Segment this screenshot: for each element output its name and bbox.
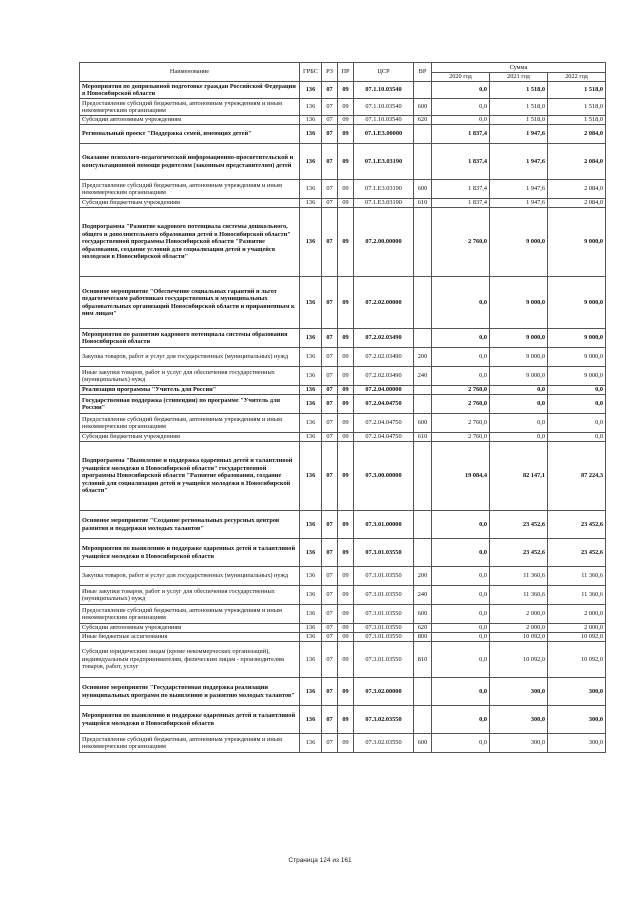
table-row — [80, 125, 606, 144]
row-name: Закупка товаров, работ и услуг для государственных (муниципальных) нужд — [80, 348, 300, 367]
row-pr: 09 — [338, 642, 354, 678]
row-rz: 07 — [322, 348, 338, 367]
row-pr: 09 — [338, 433, 354, 442]
table-row — [80, 567, 606, 586]
row-value-2021: 0,0 — [490, 386, 548, 395]
row-pr: 09 — [338, 734, 354, 753]
budget-page — [79, 62, 605, 753]
row-grbs: 136 — [300, 586, 322, 605]
row-grbs: 136 — [300, 329, 322, 348]
row-value-2022: 2 000,0 — [548, 605, 606, 624]
row-rz: 07 — [322, 414, 338, 433]
row-vr: 610 — [414, 433, 432, 442]
row-value-2021: 9 000,0 — [490, 208, 548, 277]
header-year-2021: 2021 год — [490, 73, 548, 82]
row-value-2020: 0,0 — [432, 511, 490, 539]
row-value-2020: 2 760,0 — [432, 395, 490, 414]
row-vr: 620 — [414, 624, 432, 633]
row-pr: 09 — [338, 586, 354, 605]
row-value-2022: 0,0 — [548, 386, 606, 395]
row-grbs: 136 — [300, 348, 322, 367]
row-value-2021: 11 360,6 — [490, 586, 548, 605]
row-value-2021: 10 092,0 — [490, 642, 548, 678]
row-value-2021: 9 000,0 — [490, 348, 548, 367]
header-grbs: ГРБС — [300, 63, 322, 82]
row-vr — [414, 386, 432, 395]
row-vr — [414, 208, 432, 277]
row-name: Иные закупки товаров, работ и услуг для обеспечения государственных (муниципальных) нужд — [80, 586, 300, 605]
table-row — [80, 277, 606, 329]
row-rz: 07 — [322, 567, 338, 586]
table-row — [80, 199, 606, 208]
row-vr: 200 — [414, 567, 432, 586]
table-row — [80, 99, 606, 116]
row-value-2022: 300,0 — [548, 678, 606, 706]
row-grbs: 136 — [300, 511, 322, 539]
row-pr: 09 — [338, 633, 354, 642]
row-value-2022: 9 000,0 — [548, 277, 606, 329]
row-rz: 07 — [322, 125, 338, 144]
row-name: Предоставление субсидий бюджетным, автономным учреждениям и иным некоммерческим организациям — [80, 734, 300, 753]
row-csr: 07.3.02.03550 — [354, 734, 414, 753]
row-csr: 07.2.04.04750 — [354, 414, 414, 433]
header-sum: Сумма — [432, 63, 606, 73]
header-year-2020: 2020 год — [432, 73, 490, 82]
row-value-2020: 1 837,4 — [432, 125, 490, 144]
row-value-2020: 0,0 — [432, 586, 490, 605]
row-rz: 07 — [322, 706, 338, 734]
row-grbs: 136 — [300, 539, 322, 567]
row-csr: 07.2.02.03490 — [354, 348, 414, 367]
row-vr: 600 — [414, 414, 432, 433]
row-name: Мероприятия по допризывной подготовке граждан Российской Федерации в Новосибирской области — [80, 82, 300, 99]
row-rz: 07 — [322, 82, 338, 99]
row-pr: 09 — [338, 82, 354, 99]
row-vr — [414, 442, 432, 511]
row-value-2022: 2 084,0 — [548, 144, 606, 180]
row-grbs: 136 — [300, 706, 322, 734]
row-grbs: 136 — [300, 678, 322, 706]
row-value-2020: 0,0 — [432, 567, 490, 586]
header-csr: ЦСР — [354, 63, 414, 82]
row-value-2022: 1 518,0 — [548, 82, 606, 99]
row-value-2021: 0,0 — [490, 395, 548, 414]
row-csr: 07.2.04.04750 — [354, 395, 414, 414]
row-csr: 07.3.02.03550 — [354, 706, 414, 734]
row-value-2022: 23 452,6 — [548, 539, 606, 567]
row-value-2022: 9 000,0 — [548, 348, 606, 367]
row-csr: 07.2.02.03490 — [354, 367, 414, 386]
row-vr — [414, 678, 432, 706]
header-name: Наименование — [80, 63, 300, 82]
row-csr: 07.2.04.04750 — [354, 433, 414, 442]
row-pr: 09 — [338, 125, 354, 144]
row-value-2020: 1 837,4 — [432, 144, 490, 180]
row-value-2021: 1 518,0 — [490, 82, 548, 99]
budget-table — [79, 62, 606, 753]
row-grbs: 136 — [300, 414, 322, 433]
row-vr — [414, 395, 432, 414]
row-value-2020: 0,0 — [432, 329, 490, 348]
row-vr: 600 — [414, 180, 432, 199]
row-name: Предоставление субсидий бюджетным, автономным учреждениям и иным некоммерческим организациям — [80, 180, 300, 199]
row-name: Субсидии бюджетным учреждениям — [80, 199, 300, 208]
row-vr — [414, 277, 432, 329]
row-pr: 09 — [338, 144, 354, 180]
row-csr: 07.1.10.03540 — [354, 82, 414, 99]
table-row — [80, 348, 606, 367]
row-csr: 07.2.00.00000 — [354, 208, 414, 277]
row-csr: 07.1.Е3.03190 — [354, 144, 414, 180]
row-vr — [414, 329, 432, 348]
row-rz: 07 — [322, 586, 338, 605]
row-rz: 07 — [322, 116, 338, 125]
row-rz: 07 — [322, 433, 338, 442]
row-vr: 200 — [414, 348, 432, 367]
row-value-2021: 1 947,6 — [490, 199, 548, 208]
row-csr: 07.3.02.00000 — [354, 678, 414, 706]
row-csr: 07.1.Е3.03190 — [354, 180, 414, 199]
row-value-2020: 0,0 — [432, 367, 490, 386]
table-row — [80, 395, 606, 414]
row-name: Мероприятия по выявлению и поддержке одаренных детей и талантливой учащейся молодежи в Новосибирской области — [80, 539, 300, 567]
row-value-2022: 23 452,6 — [548, 511, 606, 539]
row-value-2022: 9 000,0 — [548, 208, 606, 277]
row-pr: 09 — [338, 99, 354, 116]
row-name: Закупка товаров, работ и услуг для государственных (муниципальных) нужд — [80, 567, 300, 586]
row-vr: 610 — [414, 199, 432, 208]
table-row — [80, 329, 606, 348]
row-value-2022: 11 360,6 — [548, 567, 606, 586]
row-vr: 620 — [414, 116, 432, 125]
row-value-2021: 300,0 — [490, 678, 548, 706]
row-vr — [414, 706, 432, 734]
row-rz: 07 — [322, 642, 338, 678]
table-row — [80, 586, 606, 605]
row-grbs: 136 — [300, 144, 322, 180]
row-value-2021: 23 452,6 — [490, 539, 548, 567]
row-value-2022: 1 518,0 — [548, 116, 606, 125]
row-grbs: 136 — [300, 277, 322, 329]
row-pr: 09 — [338, 706, 354, 734]
row-value-2020: 0,0 — [432, 734, 490, 753]
row-vr — [414, 539, 432, 567]
table-row — [80, 367, 606, 386]
row-value-2020: 0,0 — [432, 642, 490, 678]
row-value-2020: 0,0 — [432, 99, 490, 116]
row-value-2021: 2 000,0 — [490, 605, 548, 624]
row-value-2021: 1 518,0 — [490, 116, 548, 125]
row-rz: 07 — [322, 395, 338, 414]
row-csr: 07.2.04.00000 — [354, 386, 414, 395]
row-name: Субсидии бюджетным учреждениям — [80, 433, 300, 442]
row-pr: 09 — [338, 208, 354, 277]
row-vr: 800 — [414, 633, 432, 642]
row-name: Региональный проект "Поддержка семей, имеющих детей" — [80, 125, 300, 144]
row-value-2021: 11 360,6 — [490, 567, 548, 586]
row-rz: 07 — [322, 99, 338, 116]
row-value-2021: 9 000,0 — [490, 277, 548, 329]
row-rz: 07 — [322, 329, 338, 348]
row-grbs: 136 — [300, 624, 322, 633]
row-rz: 07 — [322, 624, 338, 633]
table-row — [80, 82, 606, 99]
row-name: Оказание психолого-педагогической информационно-просветительской и консультационной помощи родителям (законным представителям) детей — [80, 144, 300, 180]
row-vr — [414, 82, 432, 99]
row-name: Иные закупки товаров, работ и услуг для обеспечения государственных (муниципальных) нужд — [80, 367, 300, 386]
row-vr: 810 — [414, 642, 432, 678]
row-pr: 09 — [338, 116, 354, 125]
row-pr: 09 — [338, 511, 354, 539]
row-name: Подпрограмма "Развитие кадрового потенциала системы дошкольного, общего и дополнительного образования детей в Новосибирской области" государственной программы Новосибирской области "Развитие образования, создание условий для социализации детей и учащейся молодежи в Новосибирской области" — [80, 208, 300, 277]
row-value-2021: 9 000,0 — [490, 367, 548, 386]
table-row — [80, 208, 606, 277]
row-rz: 07 — [322, 199, 338, 208]
row-csr: 07.1.10.03540 — [354, 116, 414, 125]
table-row — [80, 180, 606, 199]
row-grbs: 136 — [300, 386, 322, 395]
row-name: Мероприятия по развитию кадрового потенциала системы образования Новосибирской области — [80, 329, 300, 348]
row-vr: 600 — [414, 734, 432, 753]
table-row — [80, 734, 606, 753]
row-grbs: 136 — [300, 633, 322, 642]
row-value-2021: 1 947,6 — [490, 144, 548, 180]
row-pr: 09 — [338, 277, 354, 329]
row-vr: 600 — [414, 605, 432, 624]
row-grbs: 136 — [300, 208, 322, 277]
row-value-2022: 10 092,0 — [548, 642, 606, 678]
row-pr: 09 — [338, 539, 354, 567]
table-body — [80, 82, 606, 753]
row-rz: 07 — [322, 605, 338, 624]
row-value-2020: 2 760,0 — [432, 433, 490, 442]
row-name: Подпрограмма "Выявление и поддержка одаренных детей и талантливой учащейся молодежи в Новосибирской области" государственной программы Новосибирской области "Развитие образования, создание условий для социализации детей и учащейся молодежи в Новосибирской области" — [80, 442, 300, 511]
row-value-2020: 0,0 — [432, 706, 490, 734]
row-value-2020: 0,0 — [432, 348, 490, 367]
header-vr: ВР — [414, 63, 432, 82]
row-name: Субсидии автономным учреждениям — [80, 624, 300, 633]
row-vr: 240 — [414, 367, 432, 386]
table-row — [80, 442, 606, 511]
row-value-2020: 0,0 — [432, 678, 490, 706]
row-rz: 07 — [322, 442, 338, 511]
row-grbs: 136 — [300, 116, 322, 125]
row-grbs: 136 — [300, 199, 322, 208]
table-row — [80, 116, 606, 125]
row-value-2020: 0,0 — [432, 277, 490, 329]
row-value-2021: 300,0 — [490, 706, 548, 734]
row-rz: 07 — [322, 367, 338, 386]
table-row — [80, 624, 606, 633]
row-rz: 07 — [322, 180, 338, 199]
row-value-2022: 9 000,0 — [548, 367, 606, 386]
row-value-2020: 0,0 — [432, 116, 490, 125]
row-value-2020: 2 760,0 — [432, 208, 490, 277]
row-pr: 09 — [338, 414, 354, 433]
row-value-2020: 0,0 — [432, 539, 490, 567]
row-name: Основное мероприятие "Государственная поддержка реализации муниципальных программ по выявлению и развитию молодых талантов" — [80, 678, 300, 706]
table-row — [80, 433, 606, 442]
row-pr: 09 — [338, 367, 354, 386]
row-csr: 07.3.01.03550 — [354, 567, 414, 586]
row-rz: 07 — [322, 734, 338, 753]
row-name: Основное мероприятие "Обеспечение социальных гарантий и льгот педагогическим работникам государственных и муниципальных образовательных организаций Новосибирской области и приравненным к ним лицам" — [80, 277, 300, 329]
row-value-2022: 11 360,6 — [548, 586, 606, 605]
table-row — [80, 678, 606, 706]
row-rz: 07 — [322, 144, 338, 180]
row-value-2022: 87 224,3 — [548, 442, 606, 511]
row-name: Субсидии юридическим лицам (кроме некоммерческих организаций), индивидуальным предпринимателям, физическим лицам - производителям товаров, работ, услуг — [80, 642, 300, 678]
row-pr: 09 — [338, 180, 354, 199]
row-csr: 07.3.01.03550 — [354, 586, 414, 605]
row-name: Субсидии автономным учреждениям — [80, 116, 300, 125]
row-value-2021: 23 452,6 — [490, 511, 548, 539]
row-vr — [414, 511, 432, 539]
row-name: Иные бюджетные ассигнования — [80, 633, 300, 642]
row-value-2020: 2 760,0 — [432, 386, 490, 395]
row-rz: 07 — [322, 633, 338, 642]
header-year-2022: 2022 год — [548, 73, 606, 82]
row-value-2021: 1 518,0 — [490, 99, 548, 116]
row-csr: 07.3.01.03550 — [354, 539, 414, 567]
table-row — [80, 386, 606, 395]
row-value-2022: 0,0 — [548, 414, 606, 433]
row-vr: 600 — [414, 99, 432, 116]
header-rz: РЗ — [322, 63, 338, 82]
table-row — [80, 511, 606, 539]
row-value-2020: 1 837,4 — [432, 199, 490, 208]
row-rz: 07 — [322, 539, 338, 567]
row-value-2020: 0,0 — [432, 82, 490, 99]
row-grbs: 136 — [300, 442, 322, 511]
row-grbs: 136 — [300, 395, 322, 414]
row-rz: 07 — [322, 678, 338, 706]
row-value-2020: 0,0 — [432, 624, 490, 633]
row-vr — [414, 125, 432, 144]
row-value-2022: 300,0 — [548, 706, 606, 734]
table-row — [80, 706, 606, 734]
row-pr: 09 — [338, 567, 354, 586]
row-vr: 240 — [414, 586, 432, 605]
row-value-2022: 2 000,0 — [548, 624, 606, 633]
row-grbs: 136 — [300, 433, 322, 442]
table-row — [80, 539, 606, 567]
row-csr: 07.3.01.00000 — [354, 511, 414, 539]
row-value-2022: 300,0 — [548, 734, 606, 753]
row-value-2021: 0,0 — [490, 433, 548, 442]
row-vr — [414, 144, 432, 180]
row-value-2021: 82 147,1 — [490, 442, 548, 511]
row-grbs: 136 — [300, 125, 322, 144]
row-pr: 09 — [338, 605, 354, 624]
row-value-2020: 19 084,4 — [432, 442, 490, 511]
row-value-2022: 1 518,0 — [548, 99, 606, 116]
row-value-2021: 1 947,6 — [490, 125, 548, 144]
row-value-2020: 0,0 — [432, 605, 490, 624]
row-csr: 07.1.Е3.00000 — [354, 125, 414, 144]
table-row — [80, 144, 606, 180]
row-csr: 07.3.01.03550 — [354, 624, 414, 633]
row-value-2020: 0,0 — [432, 633, 490, 642]
row-name: Предоставление субсидий бюджетным, автономным учреждениям и иным некоммерческим организациям — [80, 99, 300, 116]
row-csr: 07.3.00.00000 — [354, 442, 414, 511]
row-value-2022: 2 084,0 — [548, 125, 606, 144]
row-rz: 07 — [322, 277, 338, 329]
row-value-2021: 10 092,0 — [490, 633, 548, 642]
row-csr: 07.1.10.03540 — [354, 99, 414, 116]
row-rz: 07 — [322, 386, 338, 395]
row-value-2021: 0,0 — [490, 414, 548, 433]
row-grbs: 136 — [300, 180, 322, 199]
row-name: Реализация программы "Учитель для России" — [80, 386, 300, 395]
row-value-2021: 9 000,0 — [490, 329, 548, 348]
row-value-2020: 2 760,0 — [432, 414, 490, 433]
row-pr: 09 — [338, 442, 354, 511]
row-csr: 07.2.02.03490 — [354, 329, 414, 348]
row-value-2022: 0,0 — [548, 433, 606, 442]
row-value-2022: 10 092,0 — [548, 633, 606, 642]
row-value-2022: 2 084,0 — [548, 180, 606, 199]
table-row — [80, 605, 606, 624]
table-row — [80, 642, 606, 678]
row-grbs: 136 — [300, 82, 322, 99]
header-pr: ПР — [338, 63, 354, 82]
row-rz: 07 — [322, 511, 338, 539]
table-row — [80, 633, 606, 642]
row-csr: 07.2.02.00000 — [354, 277, 414, 329]
row-pr: 09 — [338, 678, 354, 706]
row-value-2021: 2 000,0 — [490, 624, 548, 633]
row-value-2022: 9 000,0 — [548, 329, 606, 348]
row-value-2021: 1 947,6 — [490, 180, 548, 199]
row-pr: 09 — [338, 348, 354, 367]
row-pr: 09 — [338, 395, 354, 414]
row-value-2022: 0,0 — [548, 395, 606, 414]
row-pr: 09 — [338, 624, 354, 633]
row-value-2022: 2 084,0 — [548, 199, 606, 208]
row-value-2020: 1 837,4 — [432, 180, 490, 199]
row-csr: 07.3.01.03550 — [354, 633, 414, 642]
row-name: Государственная поддержка (стипендии) по программе "Учитель для России" — [80, 395, 300, 414]
row-rz: 07 — [322, 208, 338, 277]
row-value-2021: 300,0 — [490, 734, 548, 753]
row-pr: 09 — [338, 329, 354, 348]
row-name: Основное мероприятие "Создание региональных ресурсных центров развития и поддержки молодых талантов" — [80, 511, 300, 539]
row-name: Предоставление субсидий бюджетным, автономным учреждениям и иным некоммерческим организациям — [80, 605, 300, 624]
row-csr: 07.1.Е3.03190 — [354, 199, 414, 208]
page-number-footer: Страница 124 из 161 — [288, 857, 352, 864]
row-grbs: 136 — [300, 567, 322, 586]
row-grbs: 136 — [300, 734, 322, 753]
row-pr: 09 — [338, 386, 354, 395]
row-grbs: 136 — [300, 99, 322, 116]
row-csr: 07.3.01.03550 — [354, 605, 414, 624]
row-name: Предоставление субсидий бюджетным, автономным учреждениям и иным некоммерческим организациям — [80, 414, 300, 433]
row-grbs: 136 — [300, 642, 322, 678]
row-grbs: 136 — [300, 605, 322, 624]
row-name: Мероприятия по выявлению и поддержке одаренных детей и талантливой учащейся молодежи в Новосибирской области — [80, 706, 300, 734]
table-row — [80, 414, 606, 433]
row-grbs: 136 — [300, 367, 322, 386]
row-csr: 07.3.01.03550 — [354, 642, 414, 678]
row-pr: 09 — [338, 199, 354, 208]
